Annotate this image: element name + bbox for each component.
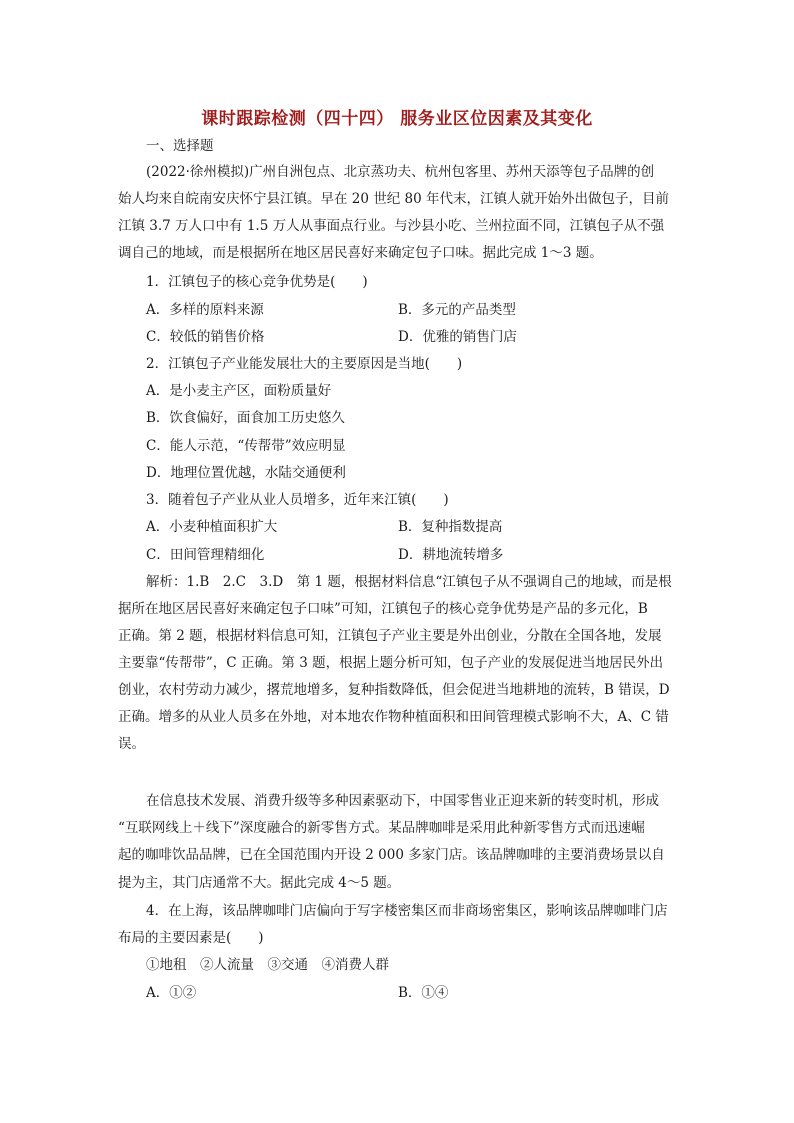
question-4-factors: ①地租 ②人流量 ③交通 ④消费人群 — [146, 957, 389, 973]
analysis-line: 解析：1.B 2.C 3.D 第 1 题，根据材料信息“江镇包子从不强调自己的地域，而是根 — [146, 574, 672, 590]
analysis-line: 主要靠“传帮带”，C 正确。第 3 题，根据上题分析可知，包子产业的发展促进当地居民外出 — [118, 655, 664, 671]
analysis-line: 据所在地区居民喜好来确定包子口味”可知，江镇包子的核心竞争优势是产品的多元化，B — [118, 601, 648, 617]
passage2-line: 起的咖啡饮品品牌，已在全国范围内开设 2 000 多家门店。该品牌咖啡的主要消费场景以自 — [118, 847, 665, 863]
analysis-line: 误。 — [118, 736, 145, 752]
question-1-option-d: D．优雅的销售门店 — [398, 329, 517, 345]
question-2-option-d: D．地理位置优越，水陆交通便利 — [146, 465, 346, 481]
passage1-line: 江镇 3.7 万人口中有 1.5 万人从事面点行业。与沙县小吃、兰州拉面不同，江镇包子从不强 — [118, 218, 665, 234]
passage2-line: 在信息技术发展、消费升级等多种因素驱动下，中国零售业正迎来新的转变时机，形成 — [146, 793, 659, 809]
question-3-option-a: A．小麦种植面积扩大 — [146, 519, 278, 535]
page-title: 课时跟踪检测（四十四） 服务业区位因素及其变化 — [201, 109, 593, 129]
passage1-line: 始人均来自皖南安庆怀宁县江镇。早在 20 世纪 80 年代末，江镇人就开始外出做包子，目前 — [118, 191, 670, 207]
question-4-stem: 4．在上海，该品牌咖啡门店偏向于写字楼密集区而非商场密集区，影响该品牌咖啡门店 — [146, 903, 668, 919]
passage1-line: (2022·徐州模拟)广州自洲包点、北京蒸功夫、杭州包客里、苏州天添等包子品牌的创 — [146, 164, 655, 180]
question-1-stem: 1．江镇包子的核心竞争优势是( ) — [146, 274, 368, 290]
analysis-line: 正确。第 2 题，根据材料信息可知，江镇包子产业主要是外出创业，分散在全国各地，发展 — [118, 628, 662, 644]
question-3-option-d: D．耕地流转增多 — [398, 547, 504, 563]
question-3-option-c: C．田间管理精细化 — [146, 547, 265, 563]
analysis-line: 创业，农村劳动力减少，撂荒地增多，复种指数降低，但会促进当地耕地的流转，B 错误，D — [118, 682, 670, 698]
question-2-option-b: B．饮食偏好，面食加工历史悠久 — [146, 410, 345, 426]
passage1-line: 调自己的地域，而是根据所在地区居民喜好来确定包子口味。据此完成 1～3 题。 — [118, 245, 603, 261]
analysis-line: 正确。增多的从业人员多在外地，对本地农作物种植面积和田间管理模式影响不大，A、C 错 — [118, 709, 669, 725]
question-1-option-a: A．多样的原料来源 — [146, 302, 264, 318]
question-2-stem: 2．江镇包子产业能发展壮大的主要原因是当地( ) — [146, 356, 463, 372]
question-3-stem: 3．随着包子产业从业人员增多，近年来江镇( ) — [146, 492, 449, 508]
question-1-option-c: C．较低的销售价格 — [146, 329, 265, 345]
question-1-option-b: B．多元的产品类型 — [398, 302, 516, 318]
question-4-stem-cont: 布局的主要因素是( ) — [118, 930, 264, 946]
question-2-option-a: A．是小麦主产区，面粉质量好 — [146, 383, 332, 399]
passage2-line: 提为主，其门店通常不大。据此完成 4～5 题。 — [118, 875, 401, 891]
question-4-option-a: A．①② — [146, 985, 197, 1001]
question-4-option-b: B．①④ — [398, 985, 449, 1001]
question-2-option-c: C．能人示范，“传帮带”效应明显 — [146, 438, 346, 454]
section-heading: 一、选择题 — [146, 138, 214, 154]
question-3-option-b: B．复种指数提高 — [398, 519, 503, 535]
passage2-line: “互联网线上＋线下”深度融合的新零售方式。某品牌咖啡是采用此种新零售方式而迅速崛 — [118, 820, 645, 836]
